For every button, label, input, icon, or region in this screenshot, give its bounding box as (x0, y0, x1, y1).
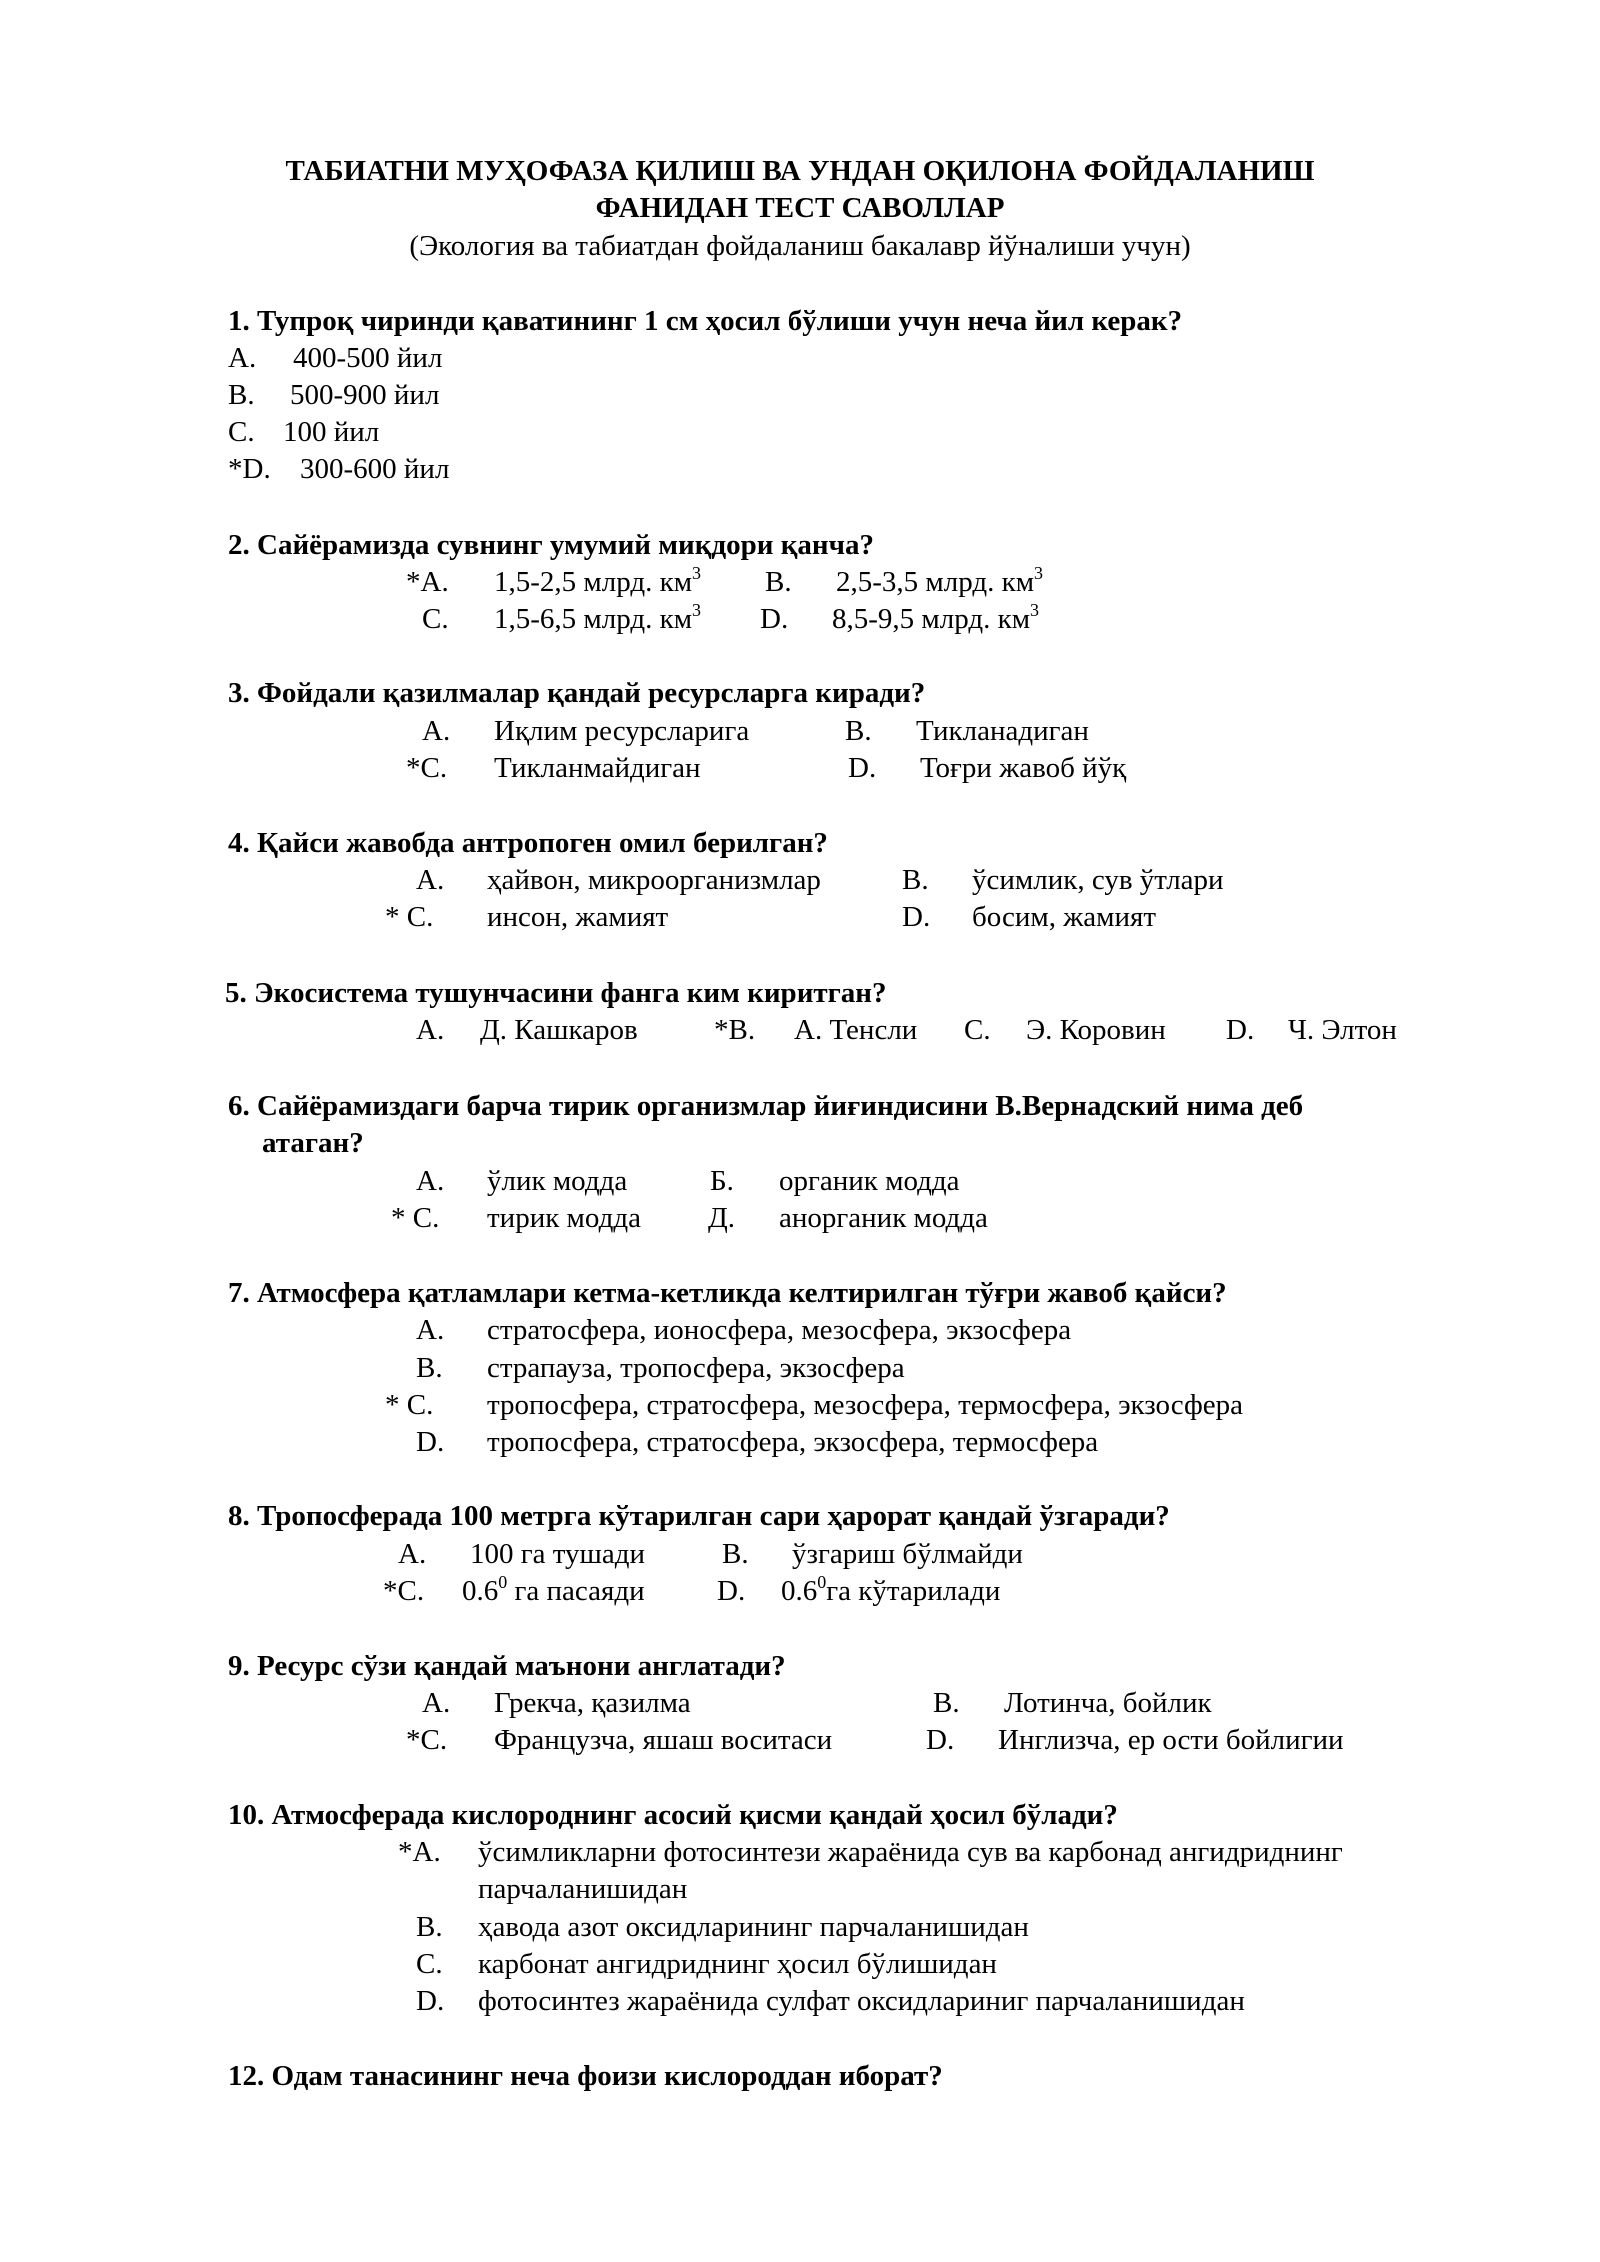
q1-option-b: 500-900 йил (290, 379, 440, 411)
question-4: 4. Қайси жавобда антропоген омил берилган? (228, 827, 828, 859)
q2-option-d: 8,5-9,5 млрд. $км^3$ (832, 600, 1040, 635)
q3-option-c-letter: *С. (406, 752, 448, 784)
q6-option-a-letter: А. (416, 1165, 445, 1197)
q7-option-d: тропосфера, стратосфера, экзосфера, термосфера (487, 1426, 1099, 1458)
q5-option-d: Ч. Элтон (1288, 1014, 1397, 1046)
q6-option-b-letter: Б. (710, 1165, 734, 1197)
q8-option-c: $0.6^0$ га пасаяди (462, 1572, 645, 1607)
q5-option-c: Э. Коровин (1026, 1014, 1166, 1046)
q4-option-d: босим, жамият (972, 901, 1157, 933)
q1-option-a: 400-500 йил (293, 342, 443, 374)
document-title-line2: ФАНИДАН ТЕСТ САВОЛЛАР (595, 192, 1005, 224)
q7-option-c-letter: * С. (385, 1389, 434, 1421)
q4-option-a: ҳайвон, микроорганизмлар (487, 864, 821, 896)
q4-option-d-letter: D. (902, 901, 931, 933)
q1-option-c: 100 йил (283, 416, 380, 448)
q3-option-c: Тикланмайдиган (494, 752, 701, 784)
q5-option-b: А. Тенсли (794, 1014, 918, 1046)
q6-option-c: тирик модда (487, 1202, 641, 1234)
q10-option-a-letter: *А. (398, 1836, 441, 1868)
q8-option-b-letter: В. (722, 1538, 749, 1570)
q10-option-b: ҳаводa азот оксидларининг парчаланишидан (478, 1911, 1029, 1943)
q5-option-d-letter: D. (1226, 1014, 1255, 1046)
q4-option-a-letter: А. (416, 864, 445, 896)
question-2: 2. Сайёрамизда сувнинг умумий миқдори қанча? (228, 529, 874, 561)
q8-option-a: 100 га тушади (470, 1538, 646, 1570)
q8-option-c-letter: *С. (383, 1575, 425, 1607)
q4-option-b: ўсимлик, сув ўтлари (972, 864, 1224, 896)
q9-option-b-letter: В. (933, 1687, 960, 1719)
q3-option-d-letter: D. (848, 752, 877, 784)
q1-option-c-letter: C. (228, 416, 255, 448)
question-6-line2: атаган? (262, 1127, 364, 1159)
q2-option-c-letter: C. (422, 603, 449, 635)
q4-option-c-letter: * С. (385, 901, 434, 933)
q4-option-b-letter: В. (902, 864, 929, 896)
q2-option-c: 1,5-6,5 млрд. $км^3$ (494, 600, 702, 635)
question-12: 12. Одам танасининг неча фоизи кислороддан иборат? (228, 2060, 943, 2092)
q9-option-b: Лотинча, бойлик (1004, 1687, 1212, 1719)
q9-option-c-letter: *С. (406, 1724, 448, 1756)
q10-option-a-line1: ўсимликларни фотосинтези жараёнида сув ва карбонад ангидриднинг (478, 1836, 1343, 1868)
q1-option-b-letter: B. (228, 379, 255, 411)
q8-option-d-letter: D. (717, 1575, 746, 1607)
q5-option-c-letter: С. (964, 1014, 991, 1046)
q3-option-b: Тикланадиган (916, 715, 1089, 747)
question-10: 10. Атмосферада кислороднинг асосий қисми қандай ҳосил бўлади? (228, 1799, 1118, 1831)
q3-option-a: Иқлим ресурсларига (494, 715, 750, 747)
q2-option-b: 2,5-3,5 млрд. $км^3$ (836, 563, 1044, 598)
q5-option-a: Д. Кашкаров (480, 1014, 638, 1046)
q2-option-d-letter: D. (760, 603, 789, 635)
q2-option-a: 1,5-2,5 млрд. $км^3$ (494, 563, 702, 598)
q9-option-d-letter: D. (926, 1724, 955, 1756)
q7-option-c: тропосфера, стратосфера, мезосфера, термосфера, экзосфера (487, 1389, 1244, 1421)
q5-option-b-letter: *В. (714, 1014, 756, 1046)
q8-option-b: ўзгариш бўлмайди (792, 1538, 1023, 1570)
q6-option-c-letter: * С. (391, 1202, 440, 1234)
q6-option-d-letter: Д. (708, 1202, 736, 1234)
question-5: 5. Экосистема тушунчасини фанга ким киритган? (225, 977, 887, 1009)
q8-option-d: $0.6^0га$ кўтарилади (781, 1572, 1001, 1607)
q5-option-a-letter: А. (416, 1014, 445, 1046)
q10-option-d-letter: D. (416, 1985, 445, 2017)
q10-option-b-letter: В. (416, 1911, 443, 1943)
q1-option-d: 300-600 йил (300, 453, 450, 485)
q9-option-a: Грекча, қазилма (494, 1687, 691, 1719)
q7-option-a: стратосфера, ионосфера, мезосфера, экзосфера (487, 1314, 1072, 1346)
q1-option-d-letter: *D. (228, 453, 271, 485)
q3-option-b-letter: В. (845, 715, 872, 747)
q2-option-b-letter: B. (765, 566, 792, 598)
question-1: 1. Тупроқ чиринди қаватининг 1 см ҳосил бўлиши учун неча йил керак? (228, 305, 1183, 337)
q10-option-c-letter: С. (416, 1948, 443, 1980)
q7-option-b: страпауза, тропосфера, экзосфера (487, 1352, 905, 1384)
document-subtitle: (Экология ва табиатдан фойдаланиш бакалавр йўналиши учун) (409, 230, 1191, 262)
q9-option-c: Французча, яшаш воситаси (494, 1724, 833, 1756)
q2-option-a-letter: *А. (406, 566, 449, 598)
q7-option-d-letter: D. (416, 1426, 445, 1458)
q8-option-a-letter: А. (398, 1538, 427, 1570)
q3-option-d: Тоғри жавоб йўқ (920, 752, 1127, 784)
q3-option-a-letter: А. (422, 715, 451, 747)
document-title-line1: ТАБИАТНИ МУҲОФАЗА ҚИЛИШ ВА УНДАН ОҚИЛОНА ФОЙДАЛАНИШ (285, 155, 1315, 187)
q6-option-b: органик модда (779, 1165, 960, 1197)
q4-option-c: инсон, жамият (487, 901, 669, 933)
question-8: 8. Тропосферада 100 метрга кўтарилган сари ҳарорат қандай ўзгаради? (228, 1500, 1170, 1532)
q6-option-d: анорганик модда (779, 1202, 988, 1234)
q10-option-c: карбонат ангидриднинг ҳосил бўлишидан (478, 1948, 997, 1980)
question-6-line1: 6. Сайёрамиздаги барча тирик организмлар йиғиндисини В.Вернадский нима деб (228, 1090, 1304, 1122)
q7-option-a-letter: А. (416, 1314, 445, 1346)
q6-option-a: ўлик модда (487, 1165, 628, 1197)
question-3: 3. Фойдали қазилмалар қандай ресурсларга киради? (228, 677, 926, 709)
question-7: 7. Атмосфера қатламлари кетма-кетликда келтирилган тўғри жавоб қайси? (228, 1277, 1227, 1309)
question-9: 9. Ресурс сўзи қандай маънони англатади? (228, 1650, 786, 1682)
q9-option-d: Инглизча, ер ости бойлигии (998, 1724, 1344, 1756)
q7-option-b-letter: В. (416, 1352, 443, 1384)
q10-option-a-line2: парчаланишидан (478, 1873, 688, 1905)
q9-option-a-letter: А. (422, 1687, 451, 1719)
q10-option-d: фотосинтез жараёнида сулфат оксидлариниг парчаланишидан (478, 1985, 1245, 2017)
q1-option-a-letter: А. (228, 342, 257, 374)
